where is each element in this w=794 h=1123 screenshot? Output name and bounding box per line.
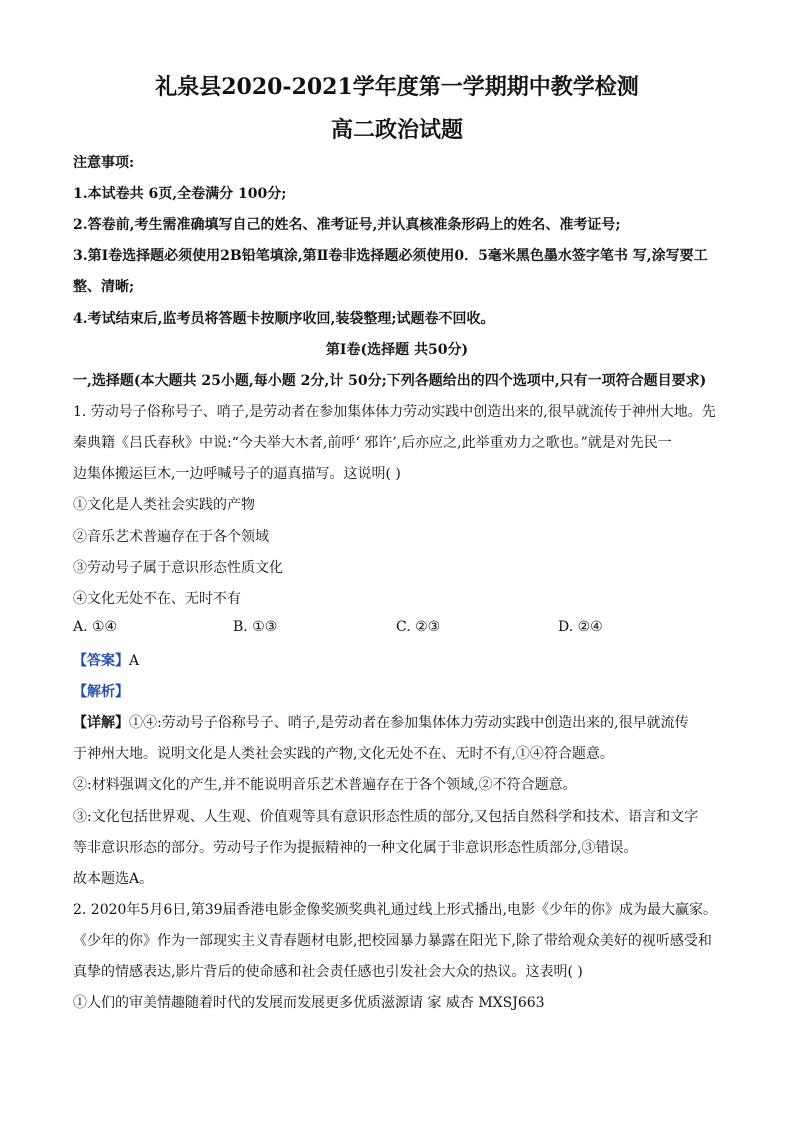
section-instruction: 一,选择题(本大题共 25小题,每小题 2分,计 50分;下列各题给出的四个选项中,只有一项符合题目要求): [73, 373, 707, 389]
q1-detail-line: ②:材料强调文化的产生,并不能说明音乐艺术普遍存在于各个领域,②不符合题意。: [73, 777, 577, 793]
exam-title: 礼泉县2020-2021学年度第一学期期中教学检测: [155, 74, 639, 100]
q1-stem-line: 边集体搬运巨木,一边呼喊号子的逼真描写。这说明( ): [73, 466, 401, 482]
note-item: 3.第Ⅰ卷选择题必须使用2B铅笔填涂,第Ⅱ卷非选择题必须使用0．5毫米黑色墨水签字笔书 写,涂写要工: [73, 248, 708, 264]
q2-stem-line: 真挚的情感表达,影片背后的使命感和社会责任感也引发社会大众的热议。这表明( ): [73, 964, 583, 980]
q2-statement: ①人们的审美情趣随着时代的发展而发展更多优质滋源请 家 威杏 MXSJ663: [73, 995, 545, 1011]
q1-statement: ③劳动号子属于意识形态性质文化: [73, 560, 283, 576]
section-title: 第Ⅰ卷(选择题 共50分): [325, 342, 469, 358]
answer-value: A: [129, 653, 140, 669]
q1-option-d: D. ②④: [558, 619, 603, 635]
q1-option-c: C. ②③: [396, 619, 441, 635]
q1-detail-line: 等非意识形态的部分。劳动号子作为提振精神的一种文化属于非意识形态性质部分,③错误。: [73, 840, 638, 856]
q1-detail-line: ③:文化包括世界观、人生观、价值观等具有意识形态性质的部分,又包括自然科学和技术、语言和文字: [73, 809, 699, 825]
q1-detail-line: 于神州大地。说明文化是人类社会实践的产物,文化无处不在、无时不有,①④符合题意。: [73, 746, 614, 762]
q1-analysis-tag: [73, 681, 129, 701]
q1-statement: ①文化是人类社会实践的产物: [73, 497, 255, 513]
notes-heading: 注意事项:: [73, 155, 135, 171]
q1-statement: ④文化无处不在、无时不有: [73, 591, 241, 607]
note-item: 1.本试卷共 6页,全卷满分 100分;: [73, 186, 287, 202]
detail-tag: 【详解】: [73, 715, 129, 731]
note-item: 整、清晰;: [73, 279, 135, 295]
q1-option-b: B. ①③: [233, 619, 278, 635]
detail-text: ①④:劳动号子俗称号子、哨子,是劳动者在参加集体体力劳动实践中创造出来的,很早就流传: [129, 715, 689, 731]
q2-stem-line: 《少年的你》作为一部现实主义青春题材电影,把校园暴力暴露在阳光下,除了带给观众美好的视听感受和: [73, 933, 712, 949]
answer-tag: 【答案】: [73, 653, 129, 669]
note-item: 4.考试结束后,监考员将答题卡按顺序收回,装袋整理;试题卷不回收。: [73, 311, 495, 327]
note-item: 2.答卷前,考生需准确填写自己的姓名、准考证号,并认真核准条形码上的姓名、准考证号;: [73, 217, 621, 233]
analysis-tag: 【解析】: [73, 684, 129, 700]
q1-detail-line: [73, 712, 689, 732]
q1-stem-line: 1. 劳动号子俗称号子、哨子,是劳动者在参加集体体力劳动实践中创造出来的,很早就流传于神州大地。先: [73, 404, 716, 420]
q1-answer: [73, 650, 139, 670]
exam-subtitle: 高二政治试题: [330, 117, 463, 143]
q1-option-a: A. ①④: [73, 619, 118, 635]
q2-stem-line: 2. 2020年5月6日,第39届香港电影金像奖颁奖典礼通过线上形式播出,电影《少年的你》成为最大赢家。: [73, 902, 717, 918]
q1-detail-line: 故本题选A。: [73, 871, 154, 887]
q1-statement: ②音乐艺术普遍存在于各个领域: [73, 529, 269, 545]
q1-stem-line: 秦典籍《吕氏春秋》中说:“今夫举大木者,前呼‘ 邪许’,后亦应之,此举重劝力之歌也。”就是对先民一: [73, 435, 672, 451]
